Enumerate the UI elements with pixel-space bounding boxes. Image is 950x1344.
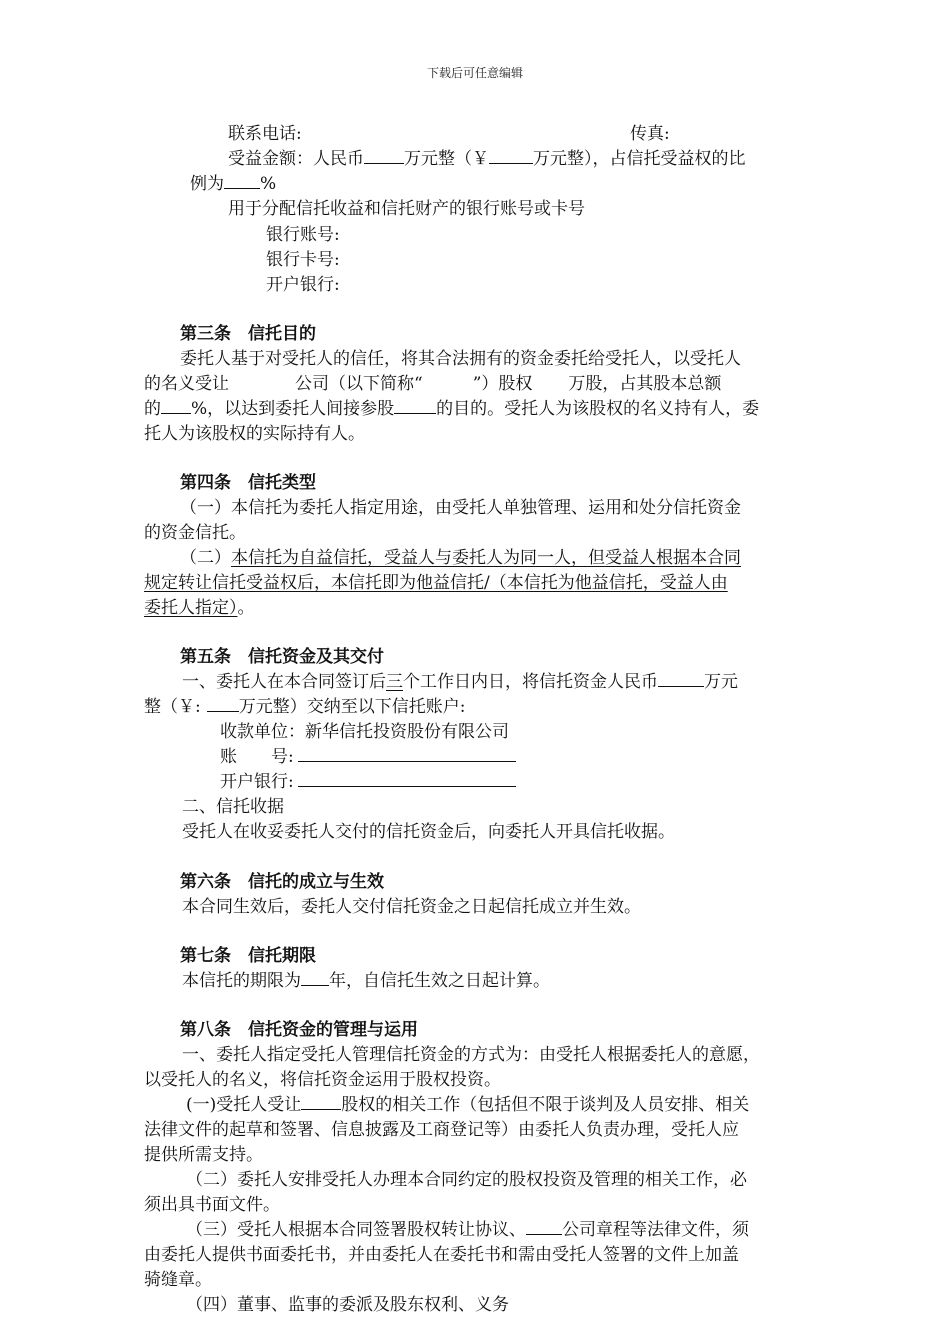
a7-text-1: 本信托的期限为: [182, 971, 301, 991]
article-8-p2-line-1: （二）委托人安排受托人办理本合同约定的股权投资及管理的相关工作，必: [186, 1170, 747, 1190]
article-4-title: 第四条 信托类型: [180, 473, 316, 493]
a5-l1-text-3: 万元: [704, 672, 738, 692]
a3-l3-text-2: %，以达到委托人间接参股: [191, 399, 395, 419]
article-6-line-1: 本合同生效后，委托人交付信托资金之日起信托成立并生效。: [182, 897, 641, 917]
article-8-line-1: 一、委托人指定受托人管理信托资金的方式为：由受托人根据委托人的意愿，: [182, 1045, 760, 1065]
article-6-title: 第六条 信托的成立与生效: [180, 872, 384, 892]
a5-l1-days: 三: [386, 672, 403, 692]
bank-blank: [298, 771, 516, 787]
article-5-line-2: [144, 696, 465, 718]
bank-label: 开户银行:: [220, 772, 294, 792]
a5-l2-blank: [207, 696, 239, 712]
amount-blank-1: [364, 148, 404, 164]
article-3-line-1: 委托人基于对受托人的信任，将其合法拥有的资金委托给受托人，以受托人: [180, 349, 741, 369]
a8-p3-text-2: 公司章程等法律文件，须: [562, 1220, 749, 1240]
ratio-text-1: 例为: [190, 174, 224, 194]
a4-p2-l1-text: 本信托为自益信托，受益人与委托人为同一人，但受益人根据本合同: [231, 548, 741, 568]
account-blank: [298, 746, 516, 762]
article-8-p3-line-1: [186, 1219, 749, 1241]
a8-p1-text-2: 股权的相关工作（包括但不限于谈判及人员安排、相关: [341, 1095, 750, 1115]
ratio-blank: [224, 173, 260, 189]
a8-p3-text-1: （三）受托人根据本合同签署股权转让协议、: [186, 1220, 526, 1240]
a7-blank: [301, 970, 329, 986]
a3-l2-text-1: 的名义受让: [144, 374, 229, 394]
article-3-line-3: [144, 398, 759, 420]
phone-label: 联系电话:: [228, 124, 302, 144]
article-4-p1-line-2: 的资金信托。: [144, 523, 246, 543]
a3-l2-text-2: 公司（以下简称“: [295, 374, 423, 394]
article-4-p2-line-1: [180, 547, 741, 569]
bank-card-label: 银行卡号:: [266, 250, 340, 270]
benefit-amount-line: [228, 148, 746, 170]
a8-p3-blank: [526, 1219, 562, 1235]
a8-p1-blank: [301, 1094, 341, 1110]
article-8-title: 第八条 信托资金的管理与运用: [180, 1020, 418, 1040]
ratio-line: [190, 173, 276, 195]
fax-label: 传真:: [630, 124, 670, 144]
article-5-receipt: 受托人在收妥委托人交付的信托资金后，向委托人开具信托收据。: [182, 822, 675, 842]
article-8-p3-line-2: 由委托人提供书面委托书，并由委托人在委托书和需由受托人签署的文件上加盖: [144, 1245, 739, 1265]
a3-l3-blank-2: [394, 398, 436, 414]
article-4-p1-line-1: （一）本信托为委托人指定用途，由受托人单独管理、运用和处分信托资金: [180, 498, 741, 518]
account-line: [220, 746, 516, 768]
a3-l2-text-4: 万股，占其股本总额: [568, 374, 722, 394]
a4-p2-prefix: （二）: [180, 548, 231, 568]
a5-l1-blank: [658, 671, 704, 687]
article-8-p2-line-2: 须出具书面文件。: [144, 1195, 280, 1215]
bank-account-label: 银行账号:: [266, 225, 340, 245]
a4-p2-end: 。: [237, 598, 255, 618]
a3-l2-text-3: ”）股权: [472, 374, 533, 394]
bank-name-label: 开户银行:: [266, 275, 340, 295]
ratio-text-2: %: [260, 174, 277, 194]
article-3-title: 第三条 信托目的: [180, 324, 316, 344]
article-8-p1-line-3: 提供所需支持。: [144, 1145, 263, 1165]
article-7-line-1: [182, 970, 550, 992]
a8-p1-text-1: (一)受托人受让: [186, 1095, 302, 1115]
article-4-p2-line-3: [144, 597, 255, 619]
page-header: 下载后可任意编辑: [426, 66, 523, 80]
amount-blank-2: [489, 148, 533, 164]
article-8-p3-line-3: 骑缝章。: [144, 1270, 212, 1290]
article-5-line-1: [182, 671, 738, 693]
a5-l1-text-1: 一、委托人在本合同签订后: [182, 672, 386, 692]
a7-text-2: 年，自信托生效之日起计算。: [329, 971, 550, 991]
amount-text-2: 万元整（￥: [404, 149, 489, 169]
amount-text-3: 万元整），占信托受益权的比: [533, 149, 746, 169]
article-4-p2-line-2: 规定转让信托受益权后，本信托即为他益信托/（本信托为他益信托，受益人由: [144, 573, 728, 593]
a3-l3-blank-1: [161, 398, 191, 414]
a5-l2-text-1: 整（￥:: [144, 697, 201, 717]
a3-l3-text-1: 的: [144, 399, 161, 419]
a5-l1-text-2: 个工作日内日，将信托资金人民币: [403, 672, 658, 692]
payee-line: 收款单位：新华信托投资股份有限公司: [220, 722, 509, 742]
bank-line: [220, 771, 516, 793]
article-8-p4: （四）董事、监事的委派及股东权利、义务: [186, 1295, 509, 1315]
article-8-p1-line-2: 法律文件的起草和签署、信息披露及工商登记等）由委托人负责办理，受托人应: [144, 1120, 739, 1140]
account-label: 账 号:: [220, 747, 294, 767]
a5-l2-text-2: 万元整）交纳至以下信托账户:: [238, 697, 466, 717]
article-8-p1-line-1: [186, 1094, 749, 1116]
article-3-line-2: [144, 373, 721, 395]
bank-intro: 用于分配信托收益和信托财产的银行账号或卡号: [228, 199, 585, 219]
a4-p2-l3-text: 委托人指定）: [144, 598, 238, 618]
article-5-title: 第五条 信托资金及其交付: [180, 647, 384, 667]
article-5-sub-2: 二、信托收据: [182, 797, 284, 817]
article-8-line-2: 以受托人的名义，将信托资金运用于股权投资。: [144, 1070, 501, 1090]
article-7-title: 第七条 信托期限: [180, 946, 316, 966]
amount-text-1: 受益金额：人民币: [228, 149, 364, 169]
a3-l3-text-3: 的目的。受托人为该股权的名义持有人，委: [436, 399, 760, 419]
article-3-line-4: 托人为该股权的实际持有人。: [144, 424, 365, 444]
